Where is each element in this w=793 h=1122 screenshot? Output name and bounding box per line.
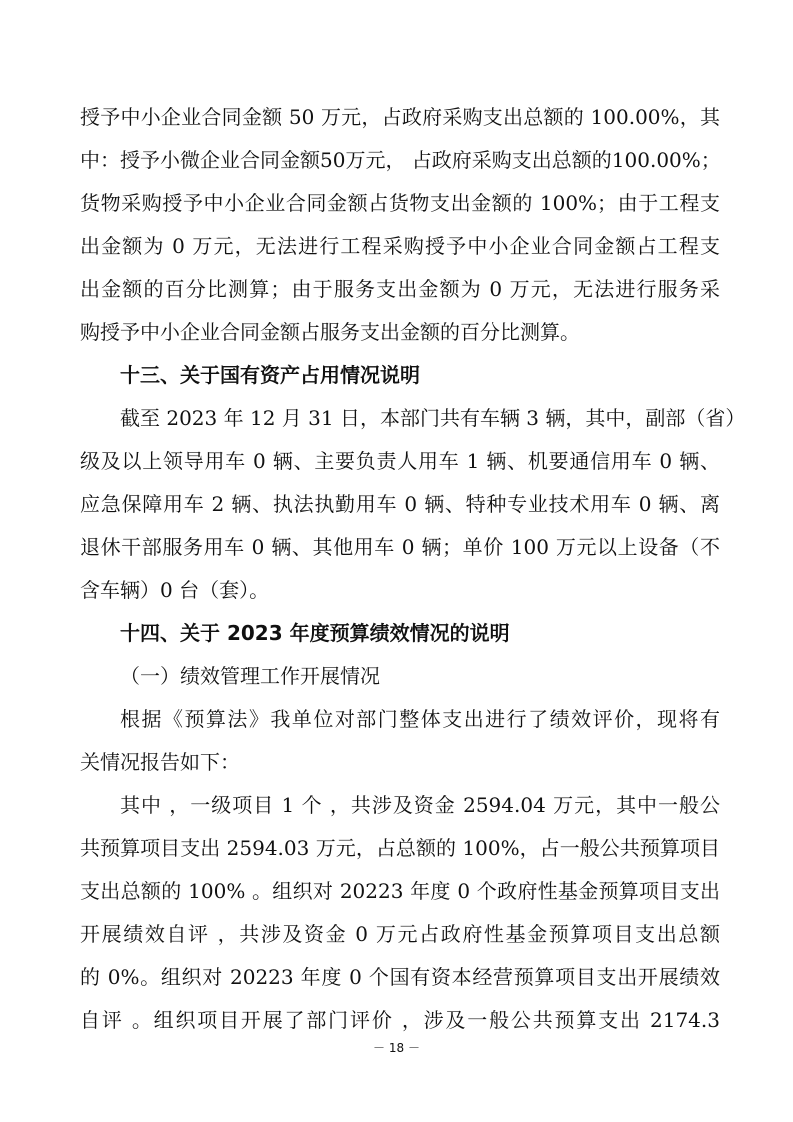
- projects-line-6: 自评 。组织项目开展了部门评价 ，涉及一般公共预算支出 2174.3: [80, 1008, 720, 1032]
- projects-line-4: 开展绩效自评 ，共涉及资金 0 万元占政府性基金预算项目支出总额: [80, 922, 720, 946]
- procurement-line-4: 出金额为 0 万元，无法进行工程采购授予中小企业合同金额占工程支: [80, 234, 720, 258]
- procurement-line-2: 中：授予小微企业合同金额50万元， 占政府采购支出总额的100.00%；: [80, 148, 721, 172]
- procurement-line-1: 授予中小企业合同金额 50 万元，占政府采购支出总额的 100.00%，其: [80, 105, 720, 129]
- procurement-line-5: 出金额的百分比测算；由于服务支出金额为 0 万元，无法进行服务采: [80, 277, 720, 301]
- procurement-line-6: 购授予中小企业合同金额占服务支出金额的百分比测算。: [80, 320, 580, 344]
- assets-line-5: 含车辆）0 台（套）。: [80, 578, 270, 602]
- projects-line-2: 共预算项目支出 2594.03 万元，占总额的 100%，占一般公共预算项目: [80, 836, 720, 860]
- assets-line-2: 级及以上领导用车 0 辆、主要负责人用车 1 辆、机要通信用车 0 辆、: [80, 449, 720, 473]
- projects-line-1: 其中 ，一级项目 1 个 ，共涉及资金 2594.04 万元，其中一般公: [120, 793, 720, 817]
- projects-line-5: 的 0%。组织对 20223 年度 0 个国有资本经营预算项目支出开展绩效: [80, 965, 720, 989]
- section-13-heading: 十三、关于国有资产占用情况说明: [120, 363, 420, 387]
- assets-line-4: 退休干部服务用车 0 辆、其他用车 0 辆；单价 100 万元以上设备（不: [80, 535, 720, 559]
- page-number: － 18 －: [373, 1041, 420, 1055]
- projects-line-3: 支出总额的 100% 。组织对 20223 年度 0 个政府性基金预算项目支出: [80, 879, 720, 903]
- subsection-1-heading: （一）绩效管理工作开展情况: [120, 664, 380, 688]
- procurement-line-3: 货物采购授予中小企业合同金额占货物支出金额的 100%；由于工程支: [80, 191, 720, 215]
- evaluation-line-2: 关情况报告如下：: [80, 750, 240, 774]
- assets-line-3: 应急保障用车 2 辆、执法执勤用车 0 辆、特种专业技术用车 0 辆、离: [80, 492, 720, 516]
- section-14-heading: 十四、关于 2023 年度预算绩效情况的说明: [120, 621, 510, 645]
- evaluation-line-1: 根据《预算法》我单位对部门整体支出进行了绩效评价，现将有: [120, 707, 720, 731]
- assets-line-1: 截至 2023 年 12 月 31 日，本部门共有车辆 3 辆，其中，副部（省）: [120, 406, 746, 430]
